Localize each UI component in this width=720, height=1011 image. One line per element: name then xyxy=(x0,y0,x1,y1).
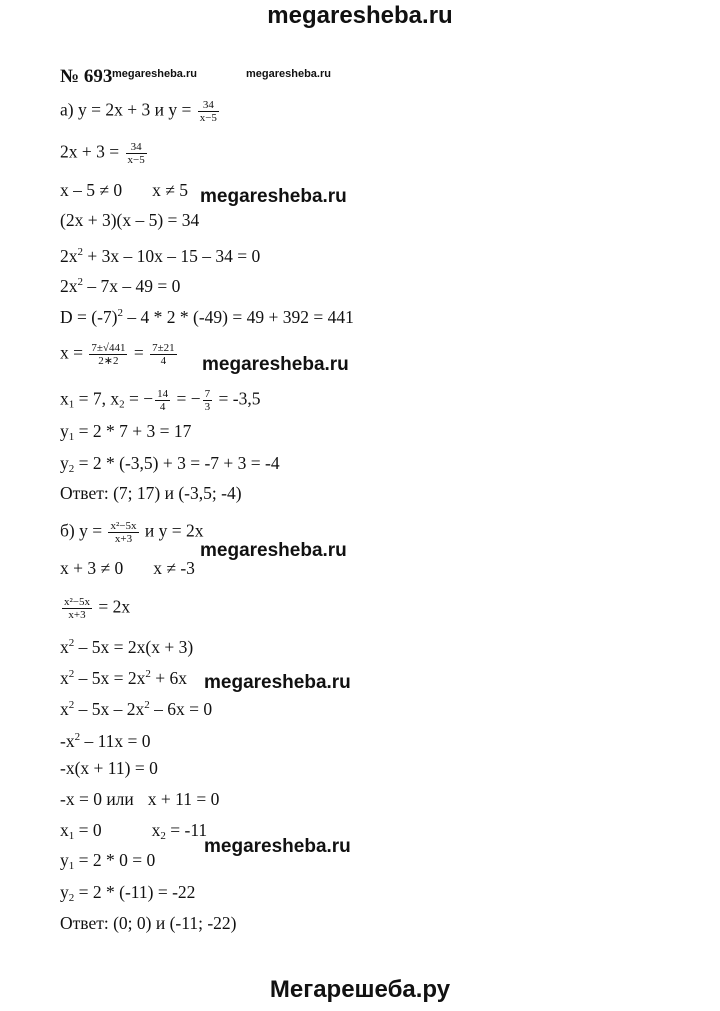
text: – 4 * 2 * (-49) = 49 + 392 = 441 xyxy=(123,307,354,327)
text: x xyxy=(60,637,69,657)
problem-number: № 693 xyxy=(60,66,113,87)
part-b-line-5 xyxy=(60,664,187,688)
part-a-line-8 xyxy=(60,342,179,367)
text: y xyxy=(60,421,69,441)
part-a-line-5 xyxy=(60,242,260,266)
text: = 2 * 7 + 3 = 17 xyxy=(74,421,192,441)
part-b-line-2 xyxy=(60,558,195,578)
part-b-line-11 xyxy=(60,850,155,876)
exponent: 2 xyxy=(77,246,83,258)
denominator: 3 xyxy=(204,401,211,413)
fraction xyxy=(126,141,147,166)
text: = 2x xyxy=(94,596,131,617)
denominator: x+3 xyxy=(108,532,138,545)
fraction xyxy=(150,342,177,367)
text: x – 5 ≠ 0 xyxy=(60,180,123,200)
part-a-line-11 xyxy=(60,453,280,479)
text: x + 3 ≠ 0 xyxy=(60,558,124,578)
text: 2x + 3 = xyxy=(60,141,124,162)
text: = 0 xyxy=(74,820,102,840)
exponent: 2 xyxy=(68,668,75,680)
text: D = (-7) xyxy=(60,307,118,327)
text: – 7x – 49 = 0 xyxy=(83,276,181,296)
text: = 2 * 0 = 0 xyxy=(74,850,156,870)
fraction xyxy=(62,596,92,621)
text: x ≠ -3 xyxy=(153,558,195,578)
numerator: x²−5x xyxy=(110,520,137,532)
part-a-line-2 xyxy=(60,141,149,166)
exponent: 2 xyxy=(145,668,151,680)
fraction xyxy=(155,388,170,413)
text: а) y = 2x + 3 и y = xyxy=(60,99,196,120)
text: = 2 * (-3,5) + 3 = -7 + 3 = -4 xyxy=(74,453,280,473)
text: x + 11 = 0 xyxy=(147,789,220,809)
numerator: 7±√441 xyxy=(91,342,126,354)
part-a-line-1 xyxy=(60,99,221,124)
subscript: 2 xyxy=(119,398,125,411)
exponent: 2 xyxy=(68,637,75,649)
part-a-line-4: (2x + 3)(x – 5) = 34 xyxy=(60,210,200,230)
text: x ≠ 5 xyxy=(152,180,188,200)
text: – 11x = 0 xyxy=(80,731,151,751)
text: y xyxy=(60,882,69,902)
subscript: 1 xyxy=(68,398,75,411)
text: = − xyxy=(124,388,154,409)
text: -x xyxy=(60,731,75,751)
numerator: 34 xyxy=(130,141,142,153)
part-b-line-9 xyxy=(60,789,219,809)
denominator: 2∗2 xyxy=(89,354,127,367)
site-footer[interactable]: Мегарешеба.ру xyxy=(269,976,451,1003)
part-a-line-10 xyxy=(60,421,191,447)
fraction xyxy=(203,388,213,413)
text: x xyxy=(60,388,69,409)
subscript: 1 xyxy=(68,830,75,842)
text: = 7, x xyxy=(74,388,120,409)
denominator: x+3 xyxy=(62,608,92,621)
part-b-line-10 xyxy=(60,820,207,846)
part-a-line-6 xyxy=(60,272,180,296)
exponent: 2 xyxy=(144,699,150,711)
exponent: 2 xyxy=(68,699,75,711)
part-b-line-3 xyxy=(60,596,130,621)
text: = xyxy=(129,342,149,363)
exponent: 2 xyxy=(74,731,81,743)
watermark-5: megaresheba.ru xyxy=(204,836,351,857)
part-b-answer: Ответ: (0; 0) и (-11; -22) xyxy=(60,913,237,933)
text: x xyxy=(60,820,69,840)
watermark-3: megaresheba.ru xyxy=(200,540,347,561)
part-b-line-1 xyxy=(60,520,204,545)
part-a-line-7 xyxy=(60,303,354,327)
text: – 5x = 2x(x + 3) xyxy=(74,637,194,657)
denominator: x−5 xyxy=(199,112,217,124)
watermark-small-2: megaresheba.ru xyxy=(246,68,331,80)
fraction xyxy=(198,99,219,124)
fraction xyxy=(108,520,138,545)
text: -x = 0 или xyxy=(60,789,134,809)
subscript: 2 xyxy=(68,892,75,904)
text: + 3x – 10x – 15 – 34 = 0 xyxy=(83,246,261,266)
numerator: 34 xyxy=(202,99,214,111)
text: x xyxy=(151,820,161,840)
subscript: 2 xyxy=(68,463,75,475)
watermark-1: megaresheba.ru xyxy=(200,186,347,207)
text: и y = 2x xyxy=(140,520,204,541)
subscript: 1 xyxy=(68,431,75,443)
denominator: x−5 xyxy=(127,154,145,166)
part-b-line-12 xyxy=(60,882,195,908)
text: x xyxy=(60,668,69,688)
fraction xyxy=(89,342,127,367)
text: – 5x = 2x xyxy=(74,668,146,688)
watermark-small-1: megaresheba.ru xyxy=(112,68,197,80)
watermark-4: megaresheba.ru xyxy=(204,672,351,693)
denominator: 4 xyxy=(150,354,177,367)
watermark-2: megaresheba.ru xyxy=(202,354,349,375)
part-b-line-7 xyxy=(60,727,151,751)
text: y xyxy=(60,850,69,870)
subscript: 1 xyxy=(68,860,75,872)
text: = -11 xyxy=(165,820,208,840)
text: y xyxy=(60,453,69,473)
text: – 6x = 0 xyxy=(149,699,213,719)
text: x = xyxy=(60,342,88,363)
text: = -3,5 xyxy=(214,388,261,409)
part-a-line-3 xyxy=(60,180,188,200)
part-b-line-6 xyxy=(60,695,212,719)
numerator: x²−5x xyxy=(64,596,91,608)
part-a-line-9 xyxy=(60,388,260,415)
text: 2x xyxy=(60,276,78,296)
text: = − xyxy=(172,388,201,409)
part-b-line-4 xyxy=(60,633,193,657)
text: 2x xyxy=(60,246,78,266)
subscript: 2 xyxy=(160,830,166,842)
exponent: 2 xyxy=(117,307,123,319)
denominator: 4 xyxy=(155,400,170,413)
text: x xyxy=(60,699,69,719)
part-b-line-8: -x(x + 11) = 0 xyxy=(60,758,158,778)
text: б) y = xyxy=(60,520,107,541)
text: – 5x – 2x xyxy=(74,699,145,719)
part-a-answer: Ответ: (7; 17) и (-3,5; -4) xyxy=(60,483,242,503)
numerator: 7±21 xyxy=(152,342,175,354)
numerator: 7 xyxy=(204,388,211,400)
numerator: 14 xyxy=(157,388,169,400)
site-header[interactable]: megaresheba.ru xyxy=(267,2,453,29)
exponent: 2 xyxy=(77,276,83,288)
text: + 6x xyxy=(150,668,187,688)
text: = 2 * (-11) = -22 xyxy=(74,882,196,902)
